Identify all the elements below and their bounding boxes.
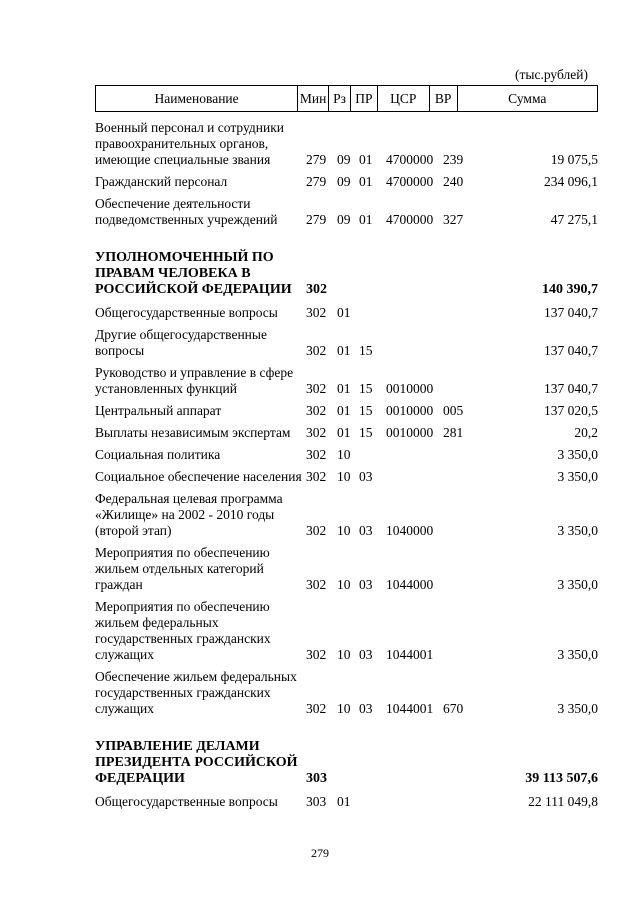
header-vr: ВР: [430, 86, 458, 111]
cell-name: УПРАВЛЕНИЕ ДЕЛАМИ ПРЕЗИДЕНТА РОССИЙСКОЙ ФЕДЕРАЦИИ: [95, 739, 298, 786]
cell-pr: 15: [359, 381, 373, 396]
cell-pr: 01: [359, 212, 373, 227]
cell-pr: 03: [359, 647, 373, 662]
cell-vr: 281: [443, 425, 464, 440]
cell-rz: 01: [337, 381, 351, 396]
cell-csr: 4700000: [386, 212, 434, 227]
header-pr: ПР: [351, 86, 378, 111]
unit-label: (тыс.рублей): [515, 67, 588, 82]
cell-sum: 3 350,0: [557, 447, 598, 462]
header-name: Наименование: [96, 86, 298, 111]
cell-name: Другие общегосударственные вопросы: [95, 327, 267, 358]
cell-pr: 03: [359, 469, 373, 484]
cell-name: Общегосударственные вопросы: [95, 305, 278, 320]
cell-min: 302: [306, 523, 327, 538]
page-number: 279: [311, 846, 329, 860]
table-row: [95, 794, 598, 810]
cell-vr: 240: [443, 174, 464, 189]
table-row: [95, 669, 598, 717]
cell-rz: 01: [337, 305, 351, 320]
cell-pr: 03: [359, 701, 373, 716]
cell-name: Военный персонал и сотрудники правоохранительных органов, имеющие специальные звания: [95, 120, 284, 167]
cell-vr: 239: [443, 152, 464, 167]
cell-sum: 137 020,5: [544, 403, 598, 418]
cell-pr: 15: [359, 425, 373, 440]
cell-min: 279: [306, 152, 327, 167]
cell-sum: 3 350,0: [557, 469, 598, 484]
cell-name: Обеспечение деятельности подведомственных учреждений: [95, 196, 278, 227]
table-row: [95, 447, 598, 463]
cell-rz: 10: [337, 523, 351, 538]
cell-sum: 137 040,7: [544, 305, 598, 320]
cell-sum: 137 040,7: [544, 381, 598, 396]
cell-min: 302: [306, 282, 327, 297]
cell-sum: 234 096,1: [544, 174, 598, 189]
cell-rz: 10: [337, 577, 351, 592]
table-body: [95, 120, 598, 816]
table-row: [95, 425, 598, 441]
cell-sum: 140 390,7: [542, 282, 598, 297]
cell-sum: 47 275,1: [550, 212, 598, 227]
cell-rz: 10: [337, 647, 351, 662]
cell-rz: 10: [337, 701, 351, 716]
table-row: [95, 403, 598, 419]
cell-name: Социальное обеспечение населения: [95, 469, 302, 484]
cell-rz: 09: [337, 212, 351, 227]
cell-rz: 10: [337, 447, 351, 462]
cell-name: Мероприятия по обеспечению жильем федеральных государственных гражданских служащих: [95, 599, 271, 662]
cell-sum: 137 040,7: [544, 343, 598, 358]
cell-rz: 09: [337, 152, 351, 167]
table-row: [95, 327, 598, 359]
cell-vr: 327: [443, 212, 464, 227]
cell-pr: 03: [359, 577, 373, 592]
cell-min: 279: [306, 174, 327, 189]
cell-sum: 3 350,0: [557, 523, 598, 538]
cell-csr: 1044000: [386, 577, 434, 592]
table-header: [95, 85, 598, 112]
table-row: [95, 491, 598, 539]
table-row: [95, 545, 598, 593]
cell-rz: 09: [337, 174, 351, 189]
cell-sum: 19 075,5: [550, 152, 598, 167]
table-row: [95, 174, 598, 190]
cell-min: 302: [306, 577, 327, 592]
cell-csr: 0010000: [386, 381, 434, 396]
cell-csr: 0010000: [386, 403, 434, 418]
cell-min: 302: [306, 647, 327, 662]
cell-min: 302: [306, 425, 327, 440]
cell-min: 302: [306, 305, 327, 320]
cell-min: 303: [306, 771, 327, 786]
cell-csr: 1040000: [386, 523, 434, 538]
cell-name: Мероприятия по обеспечению жильем отдельных категорий граждан: [95, 545, 270, 592]
cell-csr: 1044001: [386, 701, 434, 716]
cell-min: 302: [306, 381, 327, 396]
cell-name: Руководство и управление в сфере установленных функций: [95, 365, 294, 396]
cell-sum: 3 350,0: [557, 701, 598, 716]
cell-pr: 15: [359, 403, 373, 418]
cell-name: Федеральная целевая программа «Жилище» на 2002 - 2010 годы (второй этап): [95, 491, 283, 538]
header-min: Мин: [298, 86, 329, 111]
header-sum: Сумма: [508, 90, 547, 106]
cell-sum: 20,2: [574, 425, 598, 440]
table-row: [95, 365, 598, 397]
table-row: [95, 120, 598, 168]
table-row: [95, 469, 598, 485]
cell-csr: 0010000: [386, 425, 434, 440]
header-csr: ЦСР: [378, 86, 430, 111]
cell-min: 302: [306, 403, 327, 418]
cell-name: УПОЛНОМОЧЕННЫЙ ПО ПРАВАМ ЧЕЛОВЕКА В РОССИЙСКОЙ ФЕДЕРАЦИИ: [95, 250, 292, 297]
cell-rz: 01: [337, 794, 351, 809]
header-rz: Рз: [329, 86, 351, 111]
cell-min: 302: [306, 343, 327, 358]
cell-vr: 005: [443, 403, 464, 418]
cell-sum: 3 350,0: [557, 577, 598, 592]
cell-name: Социальная политика: [95, 447, 221, 462]
cell-name: Центральный аппарат: [95, 403, 222, 418]
cell-rz: 10: [337, 469, 351, 484]
cell-name: Общегосударственные вопросы: [95, 794, 278, 809]
cell-csr: 4700000: [386, 152, 434, 167]
cell-sum: 3 350,0: [557, 647, 598, 662]
section-header-row: [95, 739, 598, 787]
cell-vr: 670: [443, 701, 464, 716]
cell-min: 302: [306, 701, 327, 716]
table-row: [95, 196, 598, 228]
cell-min: 302: [306, 469, 327, 484]
section-header-row: [95, 250, 598, 298]
cell-pr: 15: [359, 343, 373, 358]
cell-rz: 01: [337, 343, 351, 358]
cell-pr: 01: [359, 174, 373, 189]
cell-csr: 4700000: [386, 174, 434, 189]
cell-name: Выплаты независимым экспертам: [95, 425, 291, 440]
table-row: [95, 305, 598, 321]
cell-min: 302: [306, 447, 327, 462]
table-row: [95, 599, 598, 663]
cell-rz: 01: [337, 425, 351, 440]
cell-sum: 22 111 049,8: [528, 794, 598, 809]
cell-name: Обеспечение жильем федеральных государственных гражданских служащих: [95, 669, 297, 716]
cell-min: 303: [306, 794, 327, 809]
cell-pr: 03: [359, 523, 373, 538]
cell-rz: 01: [337, 403, 351, 418]
cell-sum: 39 113 507,6: [525, 771, 598, 786]
cell-pr: 01: [359, 152, 373, 167]
cell-name: Гражданский персонал: [95, 174, 228, 189]
cell-csr: 1044001: [386, 647, 434, 662]
cell-min: 279: [306, 212, 327, 227]
